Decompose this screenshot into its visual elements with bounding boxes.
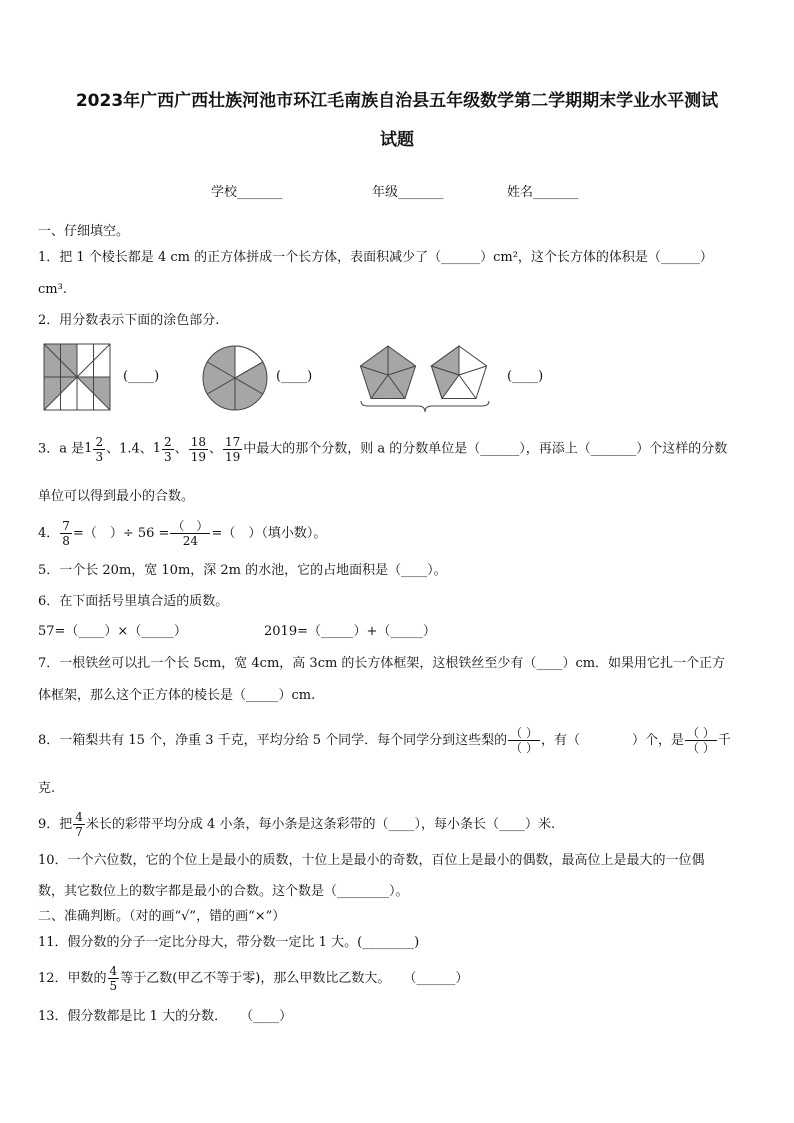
question-6-part-a: 57=（____）×（_____） [38, 624, 187, 639]
q4-fraction-2 [170, 519, 210, 548]
name-field: 姓名_______ [507, 185, 579, 200]
q3-denominator-4: 19 [225, 449, 241, 464]
figure-square [44, 344, 110, 410]
q4-numerator-2: （ ） [172, 519, 209, 533]
q12-numerator: 4 [109, 964, 118, 978]
q12-suffix: 等于乙数(甲乙不等于零)，那么甲数比乙数大。 （______） [120, 971, 469, 986]
question-2: 2．用分数表示下面的涂色部分. [38, 313, 220, 328]
question-6: 6．在下面括号里填合适的质数。 [38, 594, 229, 609]
q9-prefix: 9．把 [38, 817, 73, 832]
q3-numerator-1: 2 [95, 434, 104, 449]
answer-blank-circle[interactable]: (____) [276, 369, 313, 384]
q8-fraction-1 [508, 726, 540, 755]
question-7-line1: 7．一根铁丝可以扎一个长 5cm，宽 4cm，高 3cm 的长方体框架，这根铁丝至少有（____）cm．如果用它扎一个正方 [38, 656, 726, 671]
figure-pentagon-partial [428, 345, 490, 401]
q4-numerator-1: 7 [62, 519, 70, 533]
q4-denominator-2: 24 [182, 534, 199, 548]
q3-numerator-2: 2 [164, 434, 172, 449]
section-2-heading: 二、准确判断。（对的画“√”，错的画“×”） [38, 909, 286, 924]
grade-field: 年级_______ [372, 185, 444, 200]
q8-suffix: 千 [717, 733, 731, 748]
question-6-part-b: 2019=（_____）+（_____） [264, 624, 436, 639]
question-7-line2: 体框架，那么这个正方体的棱长是（_____）cm. [38, 688, 316, 703]
figure-pentagon-full [357, 345, 419, 401]
answer-blank-pentagon[interactable]: (____) [507, 369, 544, 384]
question-5: 5．一个长 20m，宽 10m，深 2m 的水池，它的占地面积是（____）。 [38, 563, 447, 578]
q3-denominator-1: 3 [95, 449, 104, 464]
q8-numerator-1: （ ） [510, 726, 538, 740]
q4-fraction-1 [60, 519, 72, 548]
q9-fraction [73, 810, 85, 839]
q12-fraction [108, 964, 120, 993]
q3-whole-2: 1 [152, 441, 162, 456]
q3-whole-1: 1 [84, 441, 93, 456]
exam-title-line2: 试题 [380, 130, 414, 150]
question-8-line2: 克. [38, 781, 56, 796]
q3-sep: 、 [174, 441, 188, 457]
figure-brace [360, 400, 490, 414]
q8-denominator-2: （ ） [687, 741, 715, 755]
question-4 [38, 517, 326, 551]
question-10-line2: 数，其它数位上的数字都是最小的合数。这个数是（________）。 [38, 884, 409, 899]
q8-numerator-2: （ ） [687, 726, 715, 740]
q8-denominator-1: （ ） [510, 741, 538, 755]
answer-blank-square[interactable]: (____) [123, 369, 160, 384]
figure-circle [202, 345, 268, 411]
q3-suffix: 中最大的那个分数，则 a 的分数单位是（______），再添上（_______）个这样的分数 [243, 441, 728, 457]
q8-fraction-2 [685, 726, 717, 755]
q9-suffix: 米长的彩带平均分成 4 小条，每小条是这条彩带的（____），每小条长（____）米. [85, 817, 556, 832]
q4-denominator-1: 8 [62, 534, 70, 548]
question-3-line2: 单位可以得到最小的合数。 [38, 489, 195, 504]
question-1-line2: cm³. [38, 282, 67, 297]
q9-denominator: 7 [75, 825, 83, 839]
q4-suffix: =（ ）（填小数）。 [211, 526, 327, 541]
q3-fraction-1 [93, 435, 105, 464]
q3-numerator-3: 18 [190, 434, 206, 449]
exam-title: 2023年广西广西壮族河池市环江毛南族自治县五年级数学第二学期期末学业水平测试 [75, 91, 719, 111]
q3-sep2: 、 [208, 441, 222, 457]
question-13: 13．假分数都是比 1 大的分数． （____） [38, 1009, 293, 1024]
q8-prefix: 8．一箱梨共有 15 个，净重 3 千克，平均分给 5 个同学．每个同学分到这些梨的 [38, 733, 508, 748]
q3-mid: 、1.4、 [106, 441, 153, 457]
q8-mid: ，有（ ）个，是 [540, 733, 684, 748]
q12-prefix: 12．甲数的 [38, 971, 107, 986]
q3-prefix: 3．a 是 [38, 441, 85, 457]
question-10-line1: 10．一个六位数，它的个位上是最小的质数，十位上是最小的奇数，百位上是最小的偶数，最高位上是最大的一位偶 [38, 853, 705, 868]
q4-mid: =（ ）÷ 56 = [72, 526, 170, 541]
question-11: 11．假分数的分子一定比分母大，带分数一定比 1 大。(________) [38, 935, 420, 950]
q3-fraction-3 [189, 435, 208, 464]
q9-numerator: 4 [75, 810, 83, 824]
question-3-line1 [38, 432, 727, 467]
question-12 [38, 962, 468, 996]
q3-denominator-2: 3 [164, 449, 172, 464]
q3-fraction-4 [223, 435, 242, 464]
q4-prefix: 4． [38, 526, 60, 541]
q3-fraction-2 [162, 435, 174, 464]
question-8-line1 [38, 724, 731, 758]
q3-numerator-4: 17 [225, 434, 241, 449]
question-9 [38, 808, 555, 842]
school-field: 学校_______ [211, 185, 283, 200]
q3-denominator-3: 19 [190, 449, 206, 464]
q12-denominator: 5 [109, 979, 118, 993]
section-1-heading: 一、仔细填空。 [38, 224, 130, 239]
question-1-line1: 1．把 1 个棱长都是 4 cm 的正方体拼成一个长方体，表面积减少了（______）cm²，这个长方体的体积是（______） [38, 250, 713, 265]
